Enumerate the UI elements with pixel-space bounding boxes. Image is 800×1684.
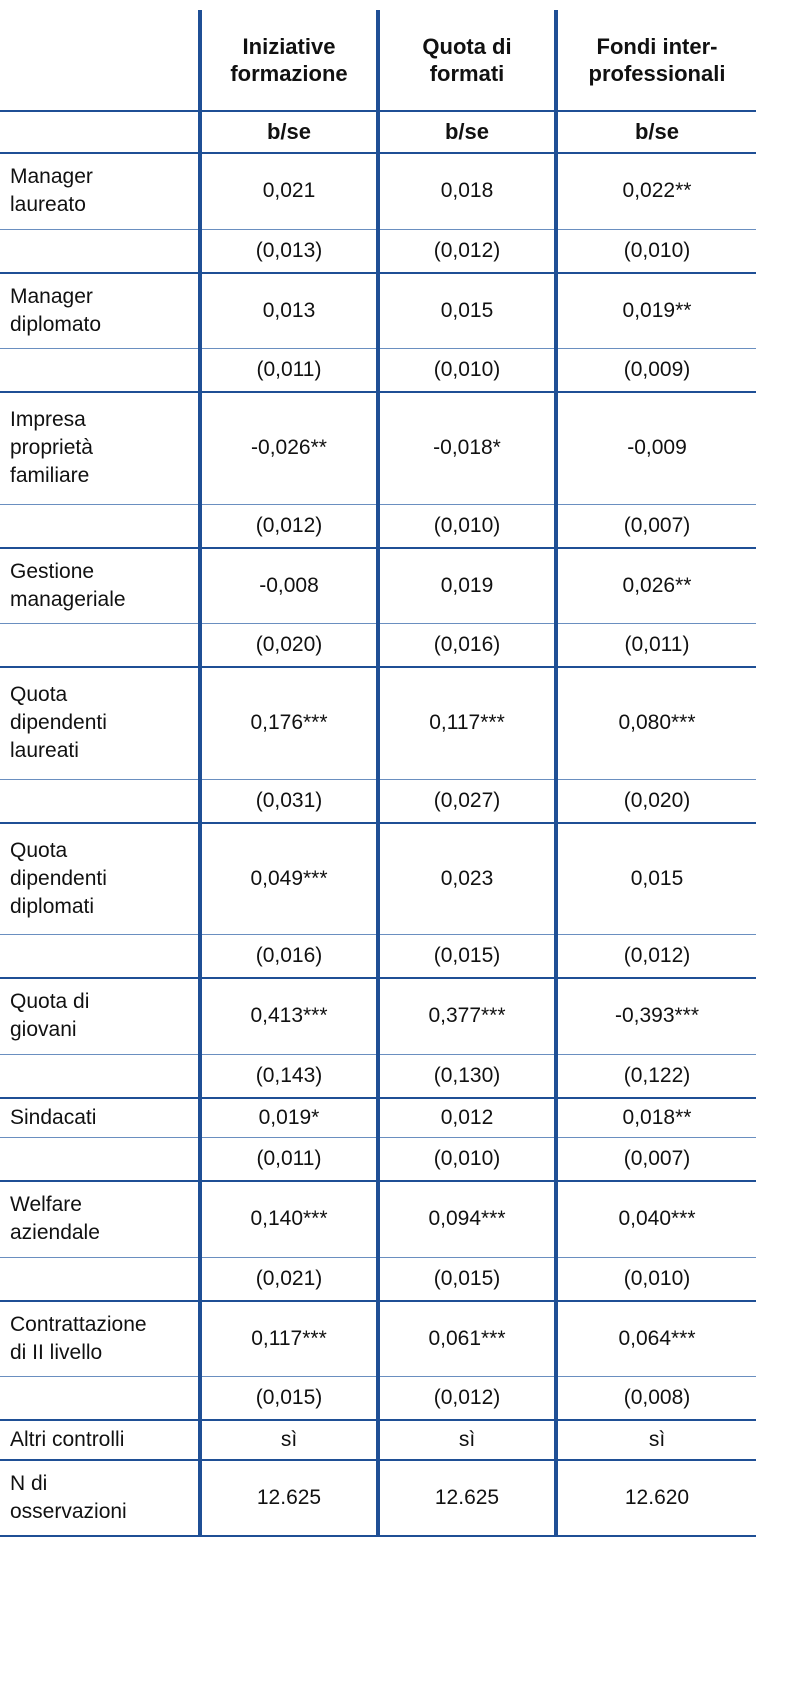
row-label-line: Gestione bbox=[10, 559, 95, 583]
footer-value-cell: 12.625 bbox=[378, 1460, 556, 1536]
row-label-line: Impresa bbox=[10, 408, 86, 432]
row-label bbox=[0, 1460, 200, 1536]
coefficient-cell: 0,026** bbox=[556, 548, 756, 624]
coefficient-cell: -0,008 bbox=[200, 548, 378, 624]
coefficient-cell: 0,018** bbox=[556, 1098, 756, 1138]
subheader-corner bbox=[0, 111, 200, 153]
row-label bbox=[0, 1420, 200, 1460]
row-label-line: giovani bbox=[10, 1018, 77, 1042]
row-label-line: dipendenti bbox=[10, 866, 107, 890]
table-row bbox=[0, 1460, 800, 1536]
coefficient-cell: 0,117*** bbox=[378, 667, 556, 779]
standard-error-cell: (0,012) bbox=[556, 935, 756, 979]
standard-error-cell: (0,011) bbox=[200, 1138, 378, 1182]
table-row bbox=[0, 153, 800, 229]
coefficient-cell: 0,176*** bbox=[200, 667, 378, 779]
row-label-empty bbox=[0, 1257, 200, 1301]
row-label-line: Manager bbox=[10, 284, 93, 308]
coefficient-cell: 0,064*** bbox=[556, 1301, 756, 1377]
standard-error-cell: (0,020) bbox=[200, 624, 378, 668]
row-label-empty bbox=[0, 229, 200, 273]
subheader-cell: b/se bbox=[200, 111, 378, 153]
row-label bbox=[0, 823, 200, 935]
row-label bbox=[0, 548, 200, 624]
row-label-line: diplomato bbox=[10, 312, 102, 336]
column-header-iniziative-formazione bbox=[200, 10, 378, 111]
header-corner bbox=[0, 10, 200, 111]
row-label-line: Sindacati bbox=[10, 1105, 97, 1129]
footer-value-cell: sì bbox=[378, 1420, 556, 1460]
coefficient-cell: 0,140*** bbox=[200, 1181, 378, 1257]
table-row bbox=[0, 667, 800, 779]
standard-error-cell: (0,012) bbox=[378, 1377, 556, 1421]
standard-error-cell: (0,010) bbox=[378, 504, 556, 548]
coefficient-cell: 0,013 bbox=[200, 273, 378, 349]
coefficient-cell: 0,040*** bbox=[556, 1181, 756, 1257]
row-label-line: dipendenti bbox=[10, 711, 107, 735]
standard-error-cell: (0,130) bbox=[378, 1054, 556, 1098]
row-label bbox=[0, 667, 200, 779]
coefficient-cell: 0,019* bbox=[200, 1098, 378, 1138]
coefficient-cell: 0,022** bbox=[556, 153, 756, 229]
coefficient-cell: -0,018* bbox=[378, 392, 556, 504]
standard-error-cell: (0,031) bbox=[200, 779, 378, 823]
standard-error-cell: (0,143) bbox=[200, 1054, 378, 1098]
standard-error-cell: (0,007) bbox=[556, 1138, 756, 1182]
column-header-line: formazione bbox=[230, 61, 348, 86]
table-row bbox=[0, 779, 800, 823]
subheader-cell: b/se bbox=[556, 111, 756, 153]
row-label-line: aziendale bbox=[10, 1221, 100, 1245]
footer-value-cell: 12.620 bbox=[556, 1460, 756, 1536]
standard-error-cell: (0,011) bbox=[556, 624, 756, 668]
table-row bbox=[0, 229, 800, 273]
row-label bbox=[0, 392, 200, 504]
row-label bbox=[0, 1181, 200, 1257]
coefficient-cell: 0,019 bbox=[378, 548, 556, 624]
standard-error-cell: (0,010) bbox=[556, 1257, 756, 1301]
coefficient-cell: 0,413*** bbox=[200, 978, 378, 1054]
coefficient-cell: -0,393*** bbox=[556, 978, 756, 1054]
row-label-line: familiare bbox=[10, 464, 90, 488]
row-label-line: Welfare bbox=[10, 1193, 82, 1217]
row-label-line: manageriale bbox=[10, 587, 126, 611]
row-label bbox=[0, 153, 200, 229]
standard-error-cell: (0,021) bbox=[200, 1257, 378, 1301]
footer-value-cell: sì bbox=[556, 1420, 756, 1460]
table-row bbox=[0, 349, 800, 393]
standard-error-cell: (0,027) bbox=[378, 779, 556, 823]
row-label-line: Quota bbox=[10, 683, 68, 707]
coefficient-cell: 0,019** bbox=[556, 273, 756, 349]
row-label-line: Quota di bbox=[10, 990, 90, 1014]
standard-error-cell: (0,015) bbox=[378, 935, 556, 979]
standard-error-cell: (0,010) bbox=[378, 349, 556, 393]
row-label-line: N di bbox=[10, 1472, 48, 1495]
row-label bbox=[0, 978, 200, 1054]
column-header-line: Fondi inter- bbox=[596, 34, 718, 59]
row-label bbox=[0, 1098, 200, 1138]
table-row bbox=[0, 978, 800, 1054]
row-label-line: Manager bbox=[10, 165, 93, 189]
row-label bbox=[0, 273, 200, 349]
standard-error-cell: (0,016) bbox=[200, 935, 378, 979]
footer-value-cell: sì bbox=[200, 1420, 378, 1460]
column-header-line: formati bbox=[429, 61, 505, 86]
standard-error-cell: (0,122) bbox=[556, 1054, 756, 1098]
column-header-line: Quota di bbox=[422, 34, 512, 59]
coefficient-cell: 0,023 bbox=[378, 823, 556, 935]
standard-error-cell: (0,016) bbox=[378, 624, 556, 668]
row-label-empty bbox=[0, 1054, 200, 1098]
row-label-empty bbox=[0, 624, 200, 668]
row-label bbox=[0, 1301, 200, 1377]
coefficient-cell: 0,061*** bbox=[378, 1301, 556, 1377]
standard-error-cell: (0,008) bbox=[556, 1377, 756, 1421]
coefficient-cell: 0,015 bbox=[378, 273, 556, 349]
table-row bbox=[0, 1054, 800, 1098]
standard-error-cell: (0,012) bbox=[378, 229, 556, 273]
table-row bbox=[0, 504, 800, 548]
standard-error-cell: (0,009) bbox=[556, 349, 756, 393]
subheader-cell: b/se bbox=[378, 111, 556, 153]
header-row bbox=[0, 10, 800, 111]
column-header-quota-formati bbox=[378, 10, 556, 111]
row-label-empty bbox=[0, 504, 200, 548]
coefficient-cell: 0,377*** bbox=[378, 978, 556, 1054]
row-label-line: diplomati bbox=[10, 894, 95, 918]
column-header-line: Iniziative bbox=[242, 34, 336, 59]
table-row bbox=[0, 1301, 800, 1377]
table-body bbox=[0, 153, 800, 1536]
row-label-empty bbox=[0, 779, 200, 823]
table-row bbox=[0, 1181, 800, 1257]
coefficient-cell: -0,026** bbox=[200, 392, 378, 504]
row-label-line: osservazioni bbox=[10, 1500, 127, 1523]
table-row bbox=[0, 392, 800, 504]
row-label-line: Contrattazione bbox=[10, 1312, 147, 1336]
regression-table bbox=[0, 10, 800, 1537]
table-row bbox=[0, 1138, 800, 1182]
standard-error-cell: (0,012) bbox=[200, 504, 378, 548]
table-row bbox=[0, 273, 800, 349]
row-label-line: Quota bbox=[10, 838, 68, 862]
subheader-row bbox=[0, 111, 800, 153]
coefficient-cell: 0,012 bbox=[378, 1098, 556, 1138]
table-row bbox=[0, 624, 800, 668]
table-row bbox=[0, 935, 800, 979]
footer-value-cell: 12.625 bbox=[200, 1460, 378, 1536]
table-row bbox=[0, 1377, 800, 1421]
row-label-empty bbox=[0, 935, 200, 979]
standard-error-cell: (0,015) bbox=[200, 1377, 378, 1421]
table-row bbox=[0, 1420, 800, 1460]
standard-error-cell: (0,010) bbox=[378, 1138, 556, 1182]
column-header-fondi-interprofessionali bbox=[556, 10, 756, 111]
coefficient-cell: 0,018 bbox=[378, 153, 556, 229]
coefficient-cell: 0,015 bbox=[556, 823, 756, 935]
column-header-line: professionali bbox=[588, 61, 726, 86]
coefficient-cell: 0,094*** bbox=[378, 1181, 556, 1257]
row-label-empty bbox=[0, 349, 200, 393]
row-label-line: laureati bbox=[10, 739, 79, 763]
coefficient-cell: 0,049*** bbox=[200, 823, 378, 935]
table-row bbox=[0, 1257, 800, 1301]
standard-error-cell: (0,011) bbox=[200, 349, 378, 393]
table-row bbox=[0, 1098, 800, 1138]
standard-error-cell: (0,013) bbox=[200, 229, 378, 273]
table-row bbox=[0, 823, 800, 935]
row-label-empty bbox=[0, 1377, 200, 1421]
standard-error-cell: (0,007) bbox=[556, 504, 756, 548]
coefficient-cell: 0,080*** bbox=[556, 667, 756, 779]
row-label-empty bbox=[0, 1138, 200, 1182]
table-row bbox=[0, 548, 800, 624]
coefficient-cell: 0,117*** bbox=[200, 1301, 378, 1377]
standard-error-cell: (0,010) bbox=[556, 229, 756, 273]
row-label-line: laureato bbox=[10, 193, 86, 217]
row-label-line: di II livello bbox=[10, 1340, 103, 1364]
standard-error-cell: (0,020) bbox=[556, 779, 756, 823]
standard-error-cell: (0,015) bbox=[378, 1257, 556, 1301]
coefficient-cell: -0,009 bbox=[556, 392, 756, 504]
regression-table-wrapper bbox=[0, 10, 800, 1537]
row-label-line: proprietà bbox=[10, 436, 93, 460]
row-label-line: Altri controlli bbox=[10, 1428, 125, 1451]
coefficient-cell: 0,021 bbox=[200, 153, 378, 229]
